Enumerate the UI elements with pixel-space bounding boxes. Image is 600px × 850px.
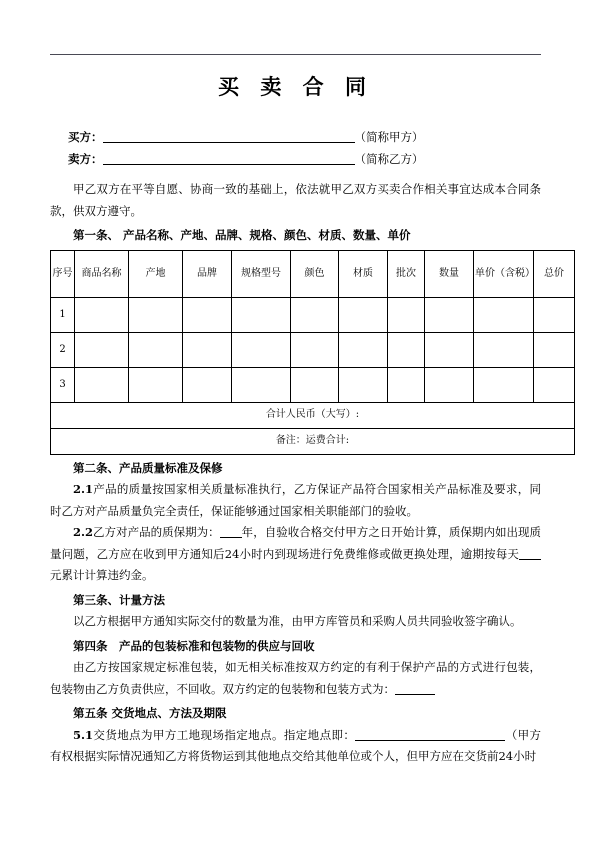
cell-brand[interactable] — [183, 367, 232, 402]
clause-4-text: 由乙方按国家规定标准包装，如无相关标准按双方约定的有利于保护产品的方式进行包装，包装物由乙方负责供应，不回收。双方约定的包装物和包装方式为： — [50, 660, 541, 696]
cell-product-name[interactable] — [75, 332, 129, 367]
row-seq-2: 2 — [51, 332, 75, 367]
col-header-origin: 产地 — [129, 250, 183, 297]
clause-2-2-number: 2.2 — [73, 525, 94, 539]
buyer-name-blank[interactable] — [103, 130, 355, 143]
header-divider-rule — [50, 54, 541, 55]
cell-unit-price[interactable] — [474, 297, 534, 332]
cell-material[interactable] — [339, 367, 388, 402]
cell-total-price[interactable] — [534, 332, 575, 367]
cell-origin[interactable] — [129, 332, 183, 367]
packaging-method-blank[interactable] — [395, 682, 435, 695]
table-row — [51, 332, 575, 367]
cell-batch[interactable] — [388, 332, 425, 367]
cell-origin[interactable] — [129, 367, 183, 402]
clause-4-paragraph — [50, 657, 541, 700]
col-header-batch: 批次 — [388, 250, 425, 297]
seller-suffix: （简称乙方） — [354, 152, 424, 166]
cell-spec-model[interactable] — [232, 332, 291, 367]
clause-5-1-text-a: 交货地点为甲方工地现场指定地点。指定地点即： — [93, 727, 356, 742]
col-header-unit-price: 单价（含税） — [474, 250, 534, 297]
col-header-brand: 品牌 — [183, 250, 232, 297]
table-summary-row-remark — [51, 428, 575, 454]
cell-unit-price[interactable] — [474, 332, 534, 367]
cell-product-name[interactable] — [75, 297, 129, 332]
clause-2-2-text-a: 乙方对产品的质保期为： — [93, 525, 220, 539]
col-header-quantity: 数量 — [425, 250, 474, 297]
cell-product-name[interactable] — [75, 367, 129, 402]
cell-material[interactable] — [339, 332, 388, 367]
col-header-total-price: 总价 — [534, 250, 575, 297]
clause-2-1-text: 产品的质量按国家相关质量标准执行，乙方保证产品符合国家相关产品标准及要求，同时乙方对产品质量负完全责任，保证能够通过国家相关职能部门的验收。 — [50, 482, 541, 518]
clause-2-2-text-c: 元累计计算违约金。 — [50, 568, 154, 582]
preamble-paragraph: 甲乙双方在平等自愿、协商一致的基础上，依法就甲乙双方买卖合作相关事宜达成本合同条款，供双方遵守。 — [50, 182, 541, 218]
goods-table — [50, 250, 575, 455]
summary-freight-remark[interactable]: 备注：运费合计: — [51, 428, 575, 454]
row-seq-1: 1 — [51, 297, 75, 332]
seller-label: 卖方： — [68, 152, 103, 166]
cell-color[interactable] — [291, 332, 339, 367]
col-header-color: 颜色 — [291, 250, 339, 297]
cell-quantity[interactable] — [425, 297, 474, 332]
seller-line — [50, 148, 541, 170]
clause-5-heading: 第五条 交货地点、方法及期限 — [73, 706, 227, 720]
clause-3-paragraph: 以乙方根据甲方通知实际交付的数量为准，由甲方库管员和采购人员共同验收签字确认。 — [73, 614, 522, 628]
clause-4-heading: 第四条 产品的包装标准和包装物的供应与回收 — [73, 638, 315, 653]
col-header-seq — [51, 250, 75, 297]
page-title: 买 卖 合 同 — [218, 74, 373, 99]
goods-table-header — [51, 250, 575, 297]
buyer-line — [50, 126, 541, 148]
clause-3-heading: 第三条、计量方法 — [73, 592, 165, 607]
cell-brand[interactable] — [183, 297, 232, 332]
col-header-product-name: 商品名称 — [75, 250, 129, 297]
clause-2-1-paragraph — [50, 479, 541, 522]
cell-quantity[interactable] — [425, 367, 474, 402]
buyer-suffix: （简称甲方） — [354, 130, 424, 144]
cell-color[interactable] — [291, 367, 339, 402]
warranty-years-blank[interactable] — [220, 525, 242, 538]
col-header-material: 材质 — [339, 250, 388, 297]
cell-material[interactable] — [339, 297, 388, 332]
seller-name-blank[interactable] — [103, 152, 355, 165]
clause-1-heading: 第一条、 产品名称、产地、品牌、规格、颜色、材质、数量、单价 — [73, 228, 411, 242]
clause-2-2-text-b: 年，自验收合格交付甲方之日开始计算，质保期内如出现质量问题，乙方应在收到甲方通知后24小时内到现场进行免费维修或做更换处理，逾期按每天 — [50, 525, 542, 561]
table-header-row — [51, 250, 575, 297]
cell-quantity[interactable] — [425, 332, 474, 367]
cell-color[interactable] — [291, 297, 339, 332]
col-header-spec-model: 规格型号 — [232, 250, 291, 297]
cell-spec-model[interactable] — [232, 367, 291, 402]
table-row — [51, 367, 575, 402]
clause-2-heading: 第二条、产品质量标准及保修 — [73, 460, 223, 475]
cell-unit-price[interactable] — [474, 367, 534, 402]
cell-total-price[interactable] — [534, 367, 575, 402]
buyer-label: 买方： — [68, 130, 103, 144]
clause-2-1-number: 2.1 — [73, 482, 94, 496]
cell-batch[interactable] — [388, 297, 425, 332]
summary-total-rmb[interactable]: 合计人民币（大写）: — [51, 402, 575, 428]
cell-origin[interactable] — [129, 297, 183, 332]
delivery-location-blank[interactable] — [355, 728, 505, 741]
penalty-amount-blank[interactable] — [519, 547, 541, 560]
cell-spec-model[interactable] — [232, 297, 291, 332]
document-body — [50, 66, 564, 768]
cell-total-price[interactable] — [534, 297, 575, 332]
clause-5-1-text-b: （甲方有权根据实际情况通知乙方将货物运到其他地点交给其他单位或个人，但甲方应在交货前24小时 — [50, 727, 542, 763]
party-block — [50, 126, 541, 170]
table-summary-row-total — [51, 402, 575, 428]
clause-2-2-paragraph — [50, 522, 541, 587]
col-header-seq-label: 序号 — [52, 267, 73, 279]
cell-batch[interactable] — [388, 367, 425, 402]
table-row — [51, 297, 575, 332]
clause-5-1-paragraph — [50, 725, 541, 768]
clause-5-1-number: 5.1 — [73, 727, 94, 742]
goods-table-body — [51, 297, 575, 454]
cell-brand[interactable] — [183, 332, 232, 367]
row-seq-3: 3 — [51, 367, 75, 402]
